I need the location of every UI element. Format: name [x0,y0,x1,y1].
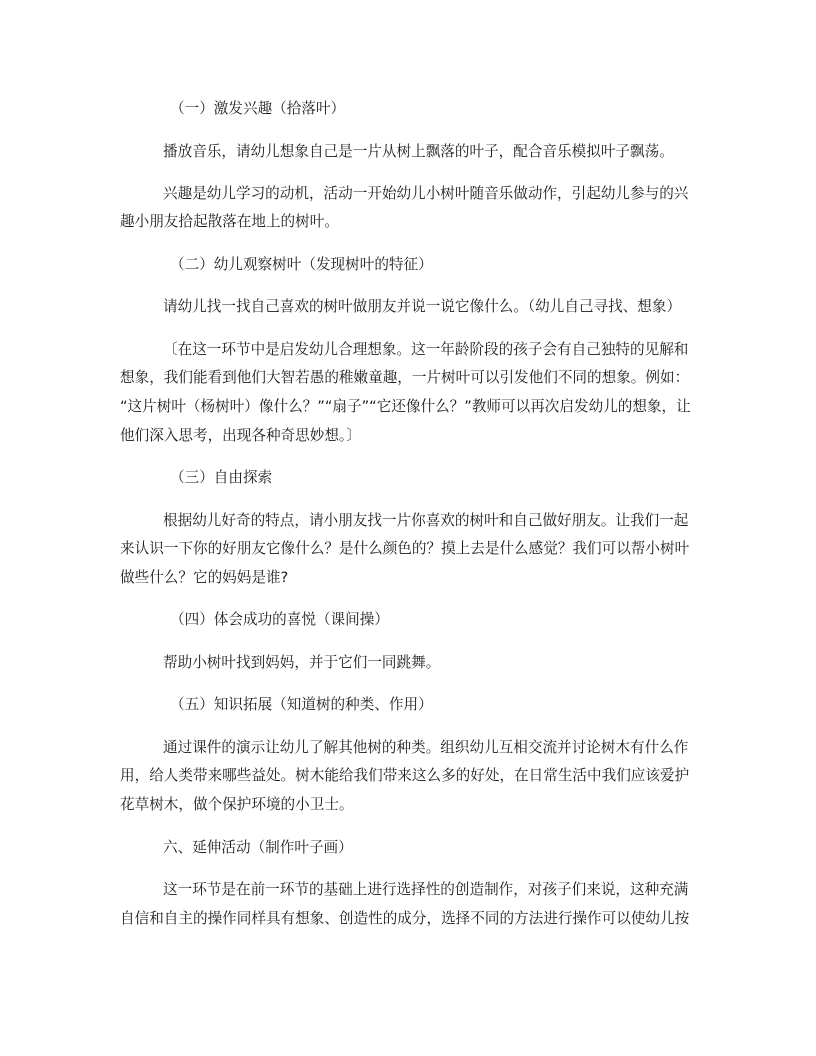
paragraph-2-line-2: 趣小朋友拾起散落在地上的树叶。 [120,213,339,230]
paragraph-1-line-1: 播放音乐，请幼儿想象自己是一片从树上飘落的叶子，配合音乐模拟叶子飘荡。 [163,143,674,160]
paragraph-5-line-2: 来认识一下你的好朋友它像什么？是什么颜色的？摸上去是什么感觉？我们可以帮小树叶 [120,540,690,557]
paragraph-3-line-1: 请幼儿找一找自己喜欢的树叶做朋友并说一说它像什么。（幼儿自己寻找、想象） [163,298,682,315]
paragraph-7-line-1: 通过课件的演示让幼儿了解其他树的种类。组织幼儿互相交流并讨论树木有什么作 [163,739,689,756]
paragraph-8-line-2: 自信和自主的操作同样具有想象、创造性的成分，选择不同的方法进行操作可以使幼儿按 [120,910,690,927]
heading-1: （一）激发兴趣（拾落叶） [170,100,346,117]
paragraph-5-line-3: 做些什么？它的妈妈是谁? [120,569,289,586]
paragraph-7-line-2: 用，给人类带来哪些益处。树木能给我们带来这么多的好处，在日常生活中我们应该爱护 [120,767,690,784]
heading-5: （五）知识拓展（知道树的种类、作用） [170,696,433,713]
paragraph-4-line-1: 〔在这一环节中是启发幼儿合理想象。这一年龄阶段的孩子会有自己独特的见解和 [163,341,689,358]
heading-4: （四）体会成功的喜悦（课间操） [170,611,389,628]
heading-6: 六、延伸活动（制作叶子画） [163,839,353,856]
paragraph-8-line-1: 这一环节是在前一环节的基础上进行选择性的创造制作，对孩子们来说，这种充满 [163,881,689,898]
paragraph-6-line-1: 帮助小树叶找到妈妈，并于它们一同跳舞。 [163,654,441,671]
paragraph-4-line-4: 他们深入思考，出现各种奇思妙想。〕 [120,427,361,444]
paragraph-2-line-1: 兴趣是幼儿学习的动机，活动一开始幼儿小树叶随音乐做动作，引起幼儿参与的兴 [163,185,689,202]
paragraph-4-line-3: “这片树叶（杨树叶）像什么？”“扇子”“它还像什么？”教师可以再次启发幼儿的想象，让 [120,398,691,415]
paragraph-7-line-3: 花草树木，做个保护环境的小卫士。 [120,796,354,813]
paragraph-5-line-1: 根据幼儿好奇的特点，请小朋友找一片你喜欢的树叶和自己做好朋友。让我们一起 [163,512,689,529]
paragraph-4-line-2: 想象，我们能看到他们大智若愚的稚嫩童趣，一片树叶可以引发他们不同的想象。例如： [120,369,690,386]
heading-3: （三）自由探索 [170,469,273,486]
heading-2: （二）幼儿观察树叶（发现树叶的特征） [170,256,433,273]
